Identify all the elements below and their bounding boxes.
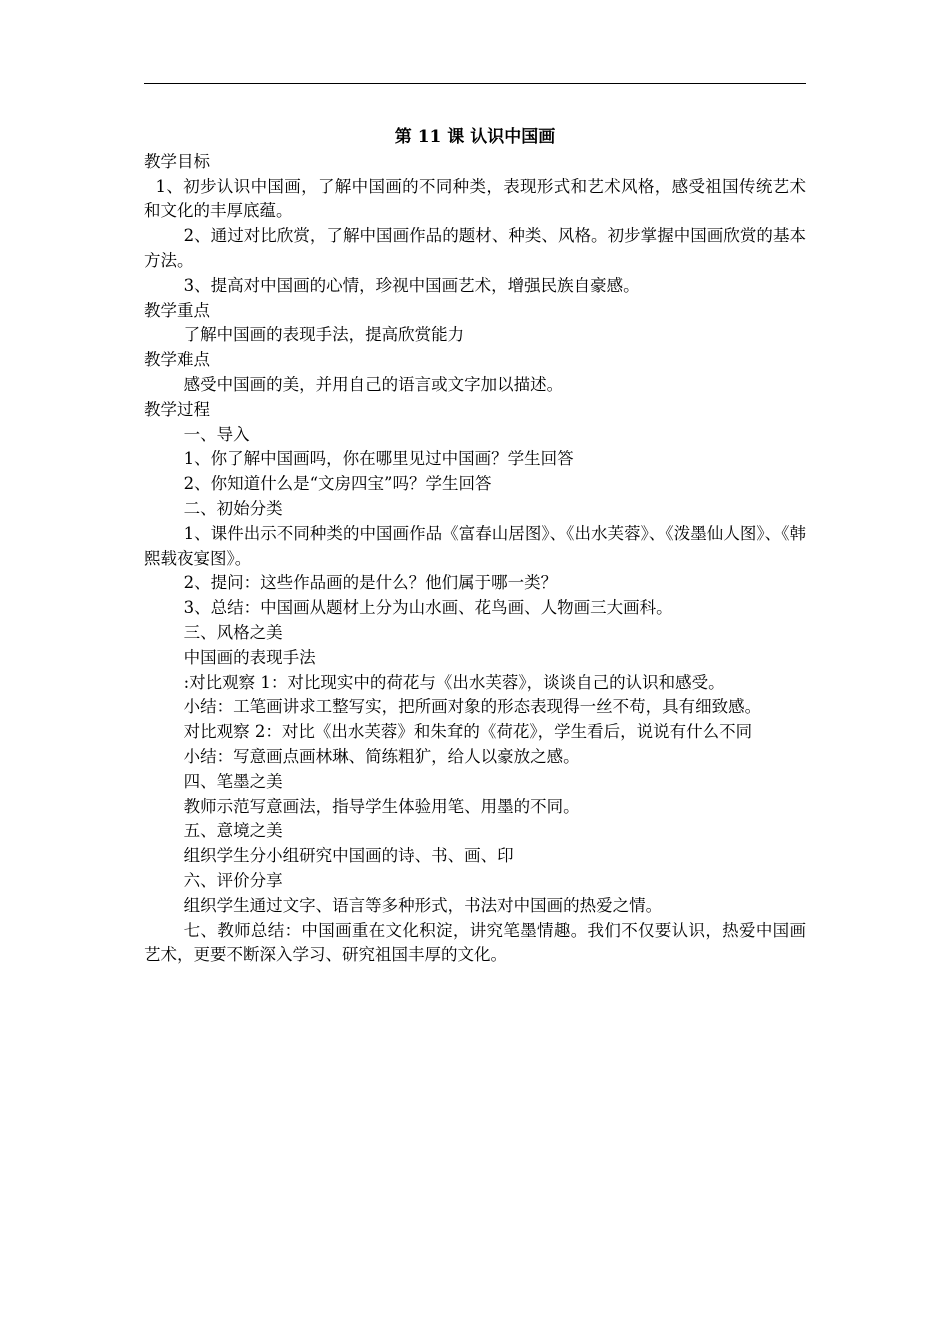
paragraph: 1、初步认识中国画，了解中国画的不同种类，表现形式和艺术风格，感受祖国传统艺术和文化的丰厚底蕴。 (144, 176, 806, 221)
section-heading: 教学难点 (144, 350, 210, 370)
paragraph: 教师示范写意画法，指导学生体验用笔、用墨的不同。 (183, 796, 580, 816)
paragraph: 四、笔墨之美 (183, 771, 283, 791)
paragraph: 中国画的表现手法 (183, 647, 316, 667)
paragraph: 小结：写意画点画林琳、简练粗犷，给人以豪放之感。 (183, 746, 580, 766)
paragraph: 三、风格之美 (183, 622, 283, 642)
paragraph: 一、导入 (183, 424, 250, 444)
paragraph: 组织学生分小组研究中国画的诗、书、画、印 (183, 846, 514, 866)
paragraph: 五、意境之美 (183, 821, 283, 841)
paragraph: 2、通过对比欣赏，了解中国画作品的题材、种类、风格。初步掌握中国画欣赏的基本方法。 (144, 226, 806, 270)
paragraph: 感受中国画的美，并用自己的语言或文字加以描述。 (183, 374, 564, 394)
paragraph: 二、初始分类 (183, 498, 283, 518)
paragraph: 小结：工笔画讲求工整写实，把所画对象的形态表现得一丝不苟，具有细致感。 (183, 697, 762, 717)
document-body (144, 125, 806, 968)
section-heading: 教学过程 (144, 399, 210, 419)
paragraph: 2、你知道什么是“文房四宝”吗？学生回答 (183, 474, 492, 494)
paragraph: 2、提问：这些作品画的是什么？他们属于哪一类？ (183, 573, 558, 593)
lesson-title: 第 11 课 认识中国画 (394, 127, 556, 147)
paragraph: 七、教师总结：中国画重在文化积淀，讲究笔墨情趣。我们不仅要认识，热爱中国画艺术，更要不断深入学习、研究祖国丰厚的文化。 (144, 920, 806, 965)
paragraph: 1、课件出示不同种类的中国画作品《富春山居图》、《出水芙蓉》、《泼墨仙人图》、《韩熙载夜宴图》。 (144, 523, 806, 568)
header-rule (144, 83, 806, 84)
paragraph: 组织学生通过文字、语言等多种形式，书法对中国画的热爱之情。 (183, 895, 663, 915)
paragraph: 对比观察 2：对比《出水芙蓉》和朱耷的《荷花》，学生看后，说说有什么不同 (183, 722, 753, 742)
section-heading: 教学重点 (144, 300, 210, 320)
paragraph: 1、你了解中国画吗，你在哪里见过中国画？学生回答 (183, 449, 574, 469)
section-heading: 教学目标 (144, 151, 210, 171)
paragraph: 3、总结：中国画从题材上分为山水画、花鸟画、人物画三大画科。 (183, 598, 673, 618)
paragraph: :对比观察 1：对比现实中的荷花与《出水芙蓉》，谈谈自己的认识和感受。 (183, 672, 725, 692)
paragraph-list (144, 150, 806, 968)
paragraph: 六、评价分享 (183, 870, 283, 890)
paragraph: 了解中国画的表现手法，提高欣赏能力 (183, 325, 465, 345)
paragraph: 3、提高对中国画的心情，珍视中国画艺术，增强民族自豪感。 (183, 275, 640, 295)
